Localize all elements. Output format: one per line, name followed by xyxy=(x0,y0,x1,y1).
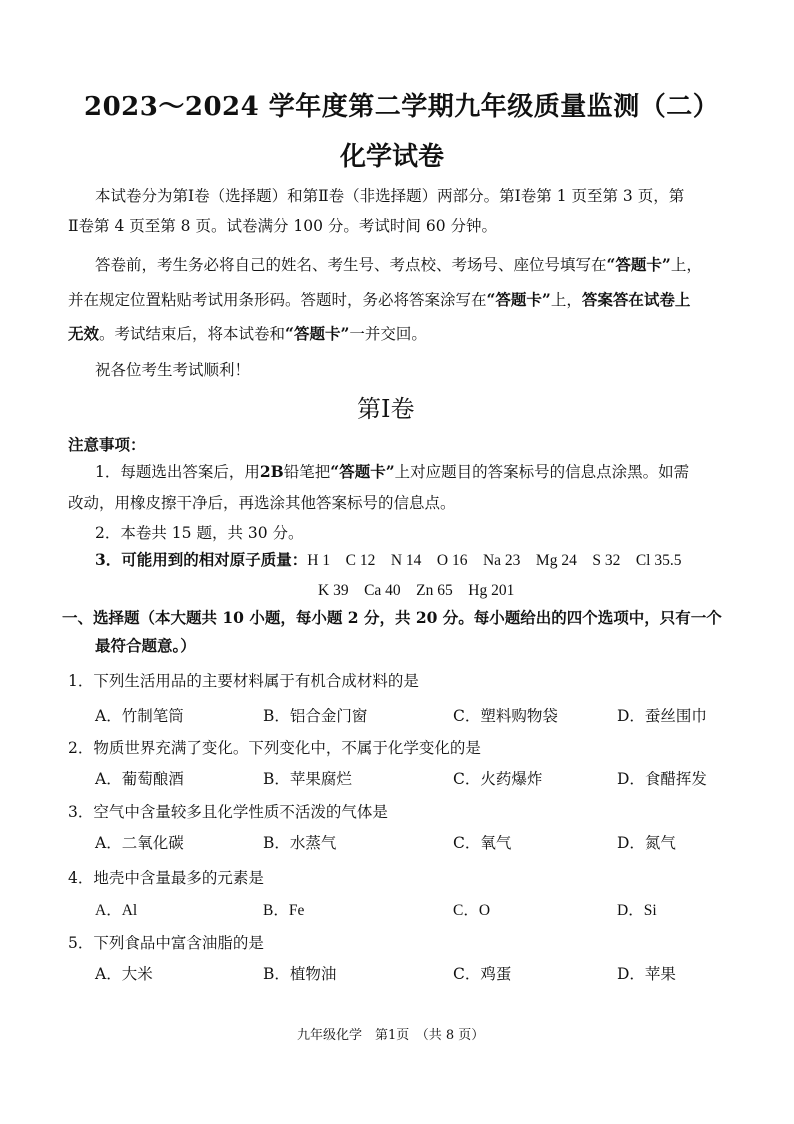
instructions-text: 一并交回。 xyxy=(349,325,427,343)
option-b: B．Fe xyxy=(263,902,305,919)
option-b: B．铝合金门窗 xyxy=(263,707,368,725)
answer-card-term: “答题卡” xyxy=(606,255,671,274)
atomic-masses: H 1 C 12 N 14 O 16 Na 23 Mg 24 S 32 Cl 35.5 xyxy=(307,552,682,569)
page-footer: 九年级化学 第1页 （共 8 页） xyxy=(297,1028,485,1043)
option-c: C．火药爆炸 xyxy=(453,770,543,788)
good-luck-text: 祝各位考生考试顺利！ xyxy=(95,361,251,379)
part1-heading-cont: 最符合题意。） xyxy=(95,636,196,655)
page-title: 2023～2024 学年度第二学期九年级质量监测（二） xyxy=(84,92,720,122)
warning-text: 无效 xyxy=(68,324,100,343)
question-stem: 5．下列食品中富含油脂的是 xyxy=(68,934,264,952)
instructions-text: 上， xyxy=(670,256,702,274)
instructions-line-3 xyxy=(68,322,427,344)
option-d: D．苹果 xyxy=(617,965,676,983)
note-text: 铅笔把 xyxy=(283,463,331,481)
option-b: B．植物油 xyxy=(263,965,337,983)
option-b: B．水蒸气 xyxy=(263,834,337,852)
answer-card-term: “答题卡” xyxy=(285,324,350,343)
notes-title: 注意事项： xyxy=(68,435,146,454)
answer-card-term: “答题卡” xyxy=(330,462,395,481)
atomic-masses-line-2: K 39 Ca 40 Zn 65 Hg 201 xyxy=(318,582,515,599)
atomic-mass-label: 3．可能用到的相对原子质量： xyxy=(95,550,308,569)
option-d: D．氮气 xyxy=(617,834,676,852)
note-text: 上对应题目的答案标号的信息点涂黑。如需 xyxy=(394,463,690,481)
question-stem: 4．地壳中含量最多的元素是 xyxy=(68,869,264,887)
option-c: C．塑料购物袋 xyxy=(453,707,558,725)
note-3 xyxy=(95,548,681,570)
instructions-text: 上， xyxy=(550,291,582,309)
warning-text: 答案答在试卷上 xyxy=(581,290,691,309)
option-b: B．苹果腐烂 xyxy=(263,770,352,788)
note-1-line-1 xyxy=(95,460,689,482)
question-stem: 3．空气中含量较多且化学性质不活泼的气体是 xyxy=(68,803,388,821)
intro-line-2: Ⅱ卷第 4 页至第 8 页。试卷满分 100 分。考试时间 60 分钟。 xyxy=(68,217,497,235)
option-a: A．葡萄酿酒 xyxy=(95,770,184,788)
instructions-text: 并在规定位置粘贴考试用条形码。答题时，务必将答案涂写在 xyxy=(68,291,487,309)
option-d: D．蚕丝围巾 xyxy=(617,707,707,725)
question-stem: 1．下列生活用品的主要材料属于有机合成材料的是 xyxy=(68,672,419,690)
part1-heading: 一、选择题（本大题共 10 小题，每小题 2 分，共 20 分。每小题给出的四个选项中，只有一个 xyxy=(62,608,722,627)
pencil-type: 2B xyxy=(259,462,284,481)
option-c: C．O xyxy=(453,902,491,919)
note-1-line-2: 改动，用橡皮擦干净后，再选涂其他答案标号的信息点。 xyxy=(68,494,456,512)
option-a: A．Al xyxy=(95,902,138,919)
note-text: 1．每题选出答案后，用 xyxy=(95,463,260,481)
option-a: A．竹制笔筒 xyxy=(95,707,184,725)
option-a: A．大米 xyxy=(95,965,153,983)
option-c: C．氧气 xyxy=(453,834,512,852)
option-d: D．Si xyxy=(617,902,657,919)
answer-card-term: “答题卡” xyxy=(486,290,551,309)
instructions-line-1 xyxy=(95,253,702,275)
section-heading: 第Ⅰ卷 xyxy=(357,395,415,423)
instructions-line-2 xyxy=(68,288,690,310)
intro-line-1: 本试卷分为第Ⅰ卷（选择题）和第Ⅱ卷（非选择题）两部分。第Ⅰ卷第 1 页至第 3 页，第 xyxy=(95,187,685,205)
note-2: 2．本卷共 15 题，共 30 分。 xyxy=(95,524,304,542)
option-c: C．鸡蛋 xyxy=(453,965,512,983)
instructions-text: 。考试结束后，将本试卷和 xyxy=(99,325,286,343)
instructions-text: 答卷前，考生务必将自己的姓名、考生号、考点校、考场号、座位号填写在 xyxy=(95,256,607,274)
option-d: D．食醋挥发 xyxy=(617,770,707,788)
question-stem: 2．物质世界充满了变化。下列变化中，不属于化学变化的是 xyxy=(68,739,481,757)
page-subtitle: 化学试卷 xyxy=(340,142,445,172)
option-a: A．二氧化碳 xyxy=(95,834,184,852)
